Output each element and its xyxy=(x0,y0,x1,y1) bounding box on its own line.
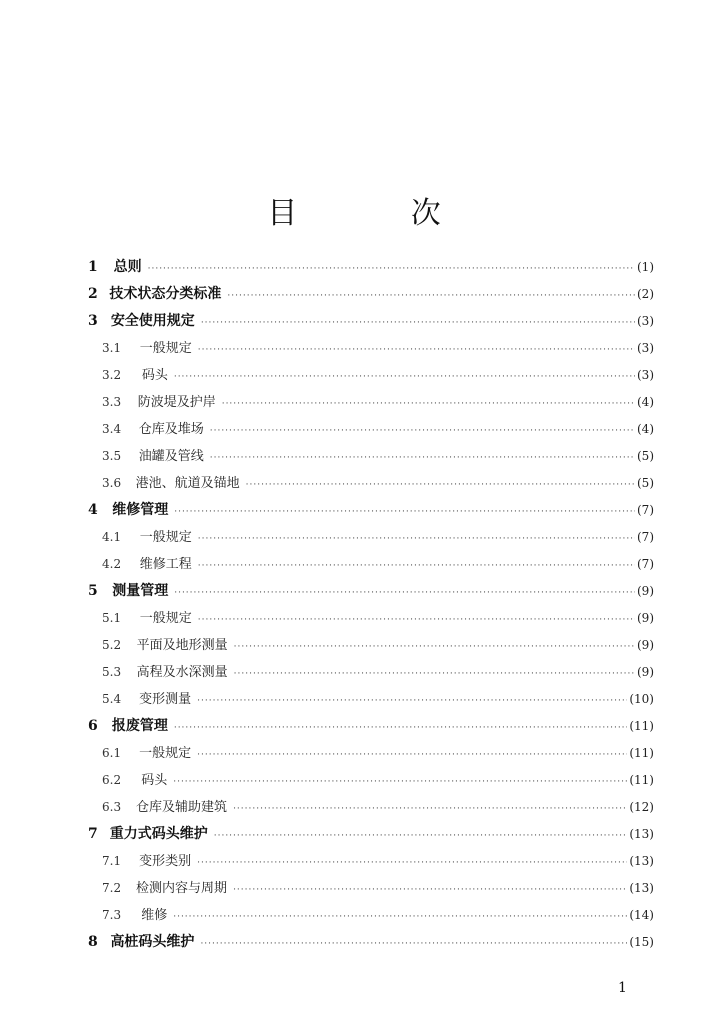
toc-chapter-entry xyxy=(86,310,654,337)
toc-entry-label: 一般规定 xyxy=(139,341,192,356)
toc-entry-label: 安全使用规定 xyxy=(110,313,195,329)
toc-entry-number: 3 xyxy=(88,313,98,329)
toc-entry-number: 7.1 xyxy=(102,854,122,868)
toc-entry-label: 总则 xyxy=(113,259,142,275)
toc-entry-label: 检测内容与周期 xyxy=(136,881,228,896)
toc-chapter-entry xyxy=(86,580,654,607)
toc-section-entry xyxy=(86,391,654,418)
toc-leader-dots xyxy=(197,696,627,706)
toc-entry-number: 7 xyxy=(88,826,98,842)
toc-leader-dots xyxy=(201,318,635,328)
toc-section-entry xyxy=(86,607,654,634)
toc-section-entry xyxy=(86,796,654,823)
toc-leader-dots xyxy=(174,507,635,517)
toc-leader-dots xyxy=(198,561,635,571)
toc-section-entry xyxy=(86,526,654,553)
toc-entry-label: 维修管理 xyxy=(112,502,169,518)
toc-entry-page: (4) xyxy=(637,422,654,436)
toc-entry-label: 仓库及堆场 xyxy=(138,422,204,437)
toc-section-entry xyxy=(86,337,654,364)
toc-entry-page: (13) xyxy=(629,881,654,895)
toc-entry-page: (12) xyxy=(629,800,654,814)
toc-section-entry xyxy=(86,904,654,931)
toc-entry-label: 高桩码头维护 xyxy=(110,934,195,950)
toc-entry-number: 3.3 xyxy=(102,395,122,409)
toc-entry-number: 6.1 xyxy=(102,746,122,760)
toc-entry-page: (3) xyxy=(637,368,654,382)
toc-entry-number: 6.2 xyxy=(102,773,122,787)
toc-entry-page: (13) xyxy=(629,854,654,868)
toc-entry-page: (11) xyxy=(629,719,654,733)
toc-entry-page: (7) xyxy=(637,557,654,571)
toc-entry-number: 8 xyxy=(88,934,98,950)
toc-entry-page: (9) xyxy=(637,665,654,679)
toc-entry-page: (15) xyxy=(629,935,654,949)
toc-chapter-entry xyxy=(86,283,654,310)
toc-section-entry xyxy=(86,769,654,796)
toc-entry-page: (7) xyxy=(637,503,654,517)
toc-entry-page: (4) xyxy=(637,395,654,409)
toc-entry-label: 测量管理 xyxy=(112,583,169,599)
toc-leader-dots xyxy=(198,534,635,544)
toc-leader-dots xyxy=(197,750,627,760)
toc-entry-page: (9) xyxy=(637,638,654,652)
toc-section-entry xyxy=(86,553,654,580)
toc-entry-number: 5.3 xyxy=(102,665,122,679)
toc-section-entry xyxy=(86,877,654,904)
toc-chapter-entry xyxy=(86,931,654,958)
toc-leader-dots xyxy=(210,453,635,463)
table-of-contents xyxy=(86,256,654,958)
toc-entry-number: 2 xyxy=(88,286,98,302)
toc-entry-label: 变形测量 xyxy=(139,692,192,707)
toc-entry-label: 重力式码头维护 xyxy=(109,826,208,842)
toc-entry-page: (11) xyxy=(629,746,654,760)
toc-entry-label: 报废管理 xyxy=(111,718,168,734)
toc-leader-dots xyxy=(174,588,635,598)
toc-chapter-entry xyxy=(86,715,654,742)
toc-leader-dots xyxy=(200,939,627,949)
toc-entry-page: (2) xyxy=(637,287,654,301)
toc-entry-page: (9) xyxy=(637,611,654,625)
toc-entry-label: 港池、航道及锚地 xyxy=(135,476,240,491)
toc-leader-dots xyxy=(198,615,635,625)
toc-entry-number: 6 xyxy=(88,718,98,734)
toc-section-entry xyxy=(86,850,654,877)
toc-entry-page: (1) xyxy=(637,260,654,274)
toc-entry-number: 3.5 xyxy=(102,449,122,463)
toc-chapter-entry xyxy=(86,823,654,850)
toc-entry-label: 维修 xyxy=(141,908,168,923)
toc-entry-label: 变形类别 xyxy=(139,854,192,869)
toc-leader-dots xyxy=(173,777,627,787)
page-number: 1 xyxy=(618,980,627,996)
toc-leader-dots xyxy=(174,723,628,733)
toc-leader-dots xyxy=(227,291,635,301)
toc-section-entry xyxy=(86,634,654,661)
toc-leader-dots xyxy=(233,885,627,895)
toc-entry-number: 3.2 xyxy=(102,368,122,382)
toc-entry-number: 7.2 xyxy=(102,881,122,895)
toc-leader-dots xyxy=(214,831,628,841)
toc-section-entry xyxy=(86,364,654,391)
toc-entry-label: 防波堤及护岸 xyxy=(137,395,216,410)
toc-leader-dots xyxy=(234,642,635,652)
toc-entry-number: 3.1 xyxy=(102,341,122,355)
toc-entry-number: 5.4 xyxy=(102,692,122,706)
toc-leader-dots xyxy=(197,858,627,868)
toc-entry-page: (13) xyxy=(629,827,654,841)
toc-leader-dots xyxy=(246,480,635,490)
toc-entry-page: (14) xyxy=(629,908,654,922)
toc-entry-number: 4.2 xyxy=(102,557,122,571)
toc-entry-page: (9) xyxy=(637,584,654,598)
toc-entry-number: 1 xyxy=(88,259,98,275)
toc-entry-label: 码头 xyxy=(141,368,168,383)
toc-section-entry xyxy=(86,688,654,715)
toc-section-entry xyxy=(86,742,654,769)
toc-entry-label: 技术状态分类标准 xyxy=(109,286,222,302)
toc-entry-page: (7) xyxy=(637,530,654,544)
toc-entry-number: 3.6 xyxy=(102,476,122,490)
toc-leader-dots xyxy=(210,426,635,436)
toc-entry-page: (3) xyxy=(637,314,654,328)
toc-entry-page: (10) xyxy=(629,692,654,706)
toc-entry-number: 6.3 xyxy=(102,800,122,814)
toc-entry-label: 高程及水深测量 xyxy=(136,665,228,680)
toc-entry-number: 4 xyxy=(88,502,98,518)
toc-section-entry xyxy=(86,445,654,472)
toc-entry-label: 油罐及管线 xyxy=(138,449,204,464)
toc-section-entry xyxy=(86,418,654,445)
toc-entry-page: (5) xyxy=(637,449,654,463)
toc-entry-label: 码头 xyxy=(141,773,168,788)
toc-entry-number: 7.3 xyxy=(102,908,122,922)
toc-entry-page: (11) xyxy=(629,773,654,787)
toc-entry-label: 平面及地形测量 xyxy=(136,638,228,653)
toc-leader-dots xyxy=(198,345,635,355)
toc-entry-label: 一般规定 xyxy=(139,611,192,626)
toc-entry-number: 5.2 xyxy=(102,638,122,652)
toc-leader-dots xyxy=(222,399,635,409)
toc-section-entry xyxy=(86,472,654,499)
toc-entry-label: 仓库及辅助建筑 xyxy=(136,800,228,815)
toc-leader-dots xyxy=(174,372,635,382)
toc-entry-number: 5 xyxy=(88,583,98,599)
toc-leader-dots xyxy=(173,912,627,922)
toc-entry-label: 一般规定 xyxy=(139,746,192,761)
toc-entry-label: 维修工程 xyxy=(139,557,192,572)
toc-entry-number: 5.1 xyxy=(102,611,122,625)
toc-entry-label: 一般规定 xyxy=(139,530,192,545)
toc-entry-page: (3) xyxy=(637,341,654,355)
toc-leader-dots xyxy=(234,669,635,679)
toc-entry-page: (5) xyxy=(637,476,654,490)
toc-chapter-entry xyxy=(86,256,654,283)
page-title: 目 次 xyxy=(267,196,493,231)
toc-leader-dots xyxy=(148,264,635,274)
toc-entry-number: 4.1 xyxy=(102,530,122,544)
toc-leader-dots xyxy=(233,804,627,814)
toc-entry-number: 3.4 xyxy=(102,422,122,436)
toc-section-entry xyxy=(86,661,654,688)
toc-chapter-entry xyxy=(86,499,654,526)
